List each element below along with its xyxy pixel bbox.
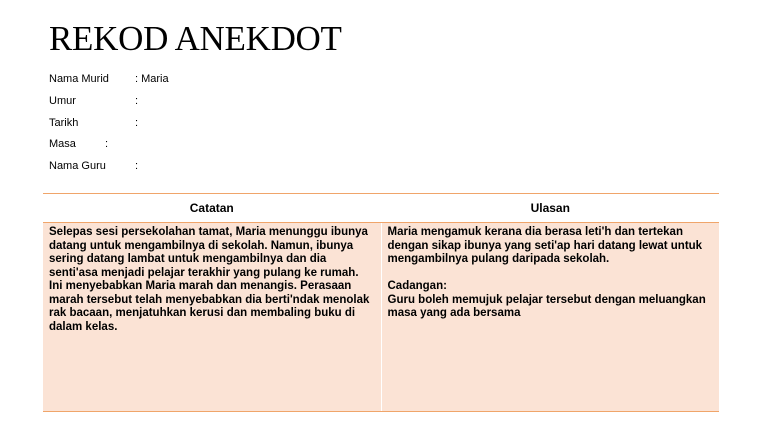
review-text: Maria mengamuk kerana dia berasa leti'h dan tertekan dengan sikap ibunya yang seti'ap hari datang lewat untuk mengambilnya pulang daripada sekolah. <box>387 226 703 265</box>
age-value: : <box>135 95 139 107</box>
anecdote-table <box>43 193 719 412</box>
time-value: : <box>105 138 109 150</box>
date-label: Tarikh <box>49 117 79 129</box>
age-row <box>49 94 138 108</box>
suggestion-label: Cadangan: <box>387 280 447 292</box>
review-cell <box>381 223 719 412</box>
paragraph-gap <box>388 267 714 281</box>
date-row <box>49 116 138 130</box>
notes-text: Selepas sesi persekolahan tamat, Maria menunggu ibunya datang untuk mengambilnya di sekolah. Namun, ibunya sering datang lambat untuk mengambilnya dan dia senti'asa menjadi pelajar terakhir yang pulang ke rumah. Ini menyebabkan Maria marah dan menangis. Perasaan marah tersebut telah menyebabkan dia berti'ndak menolak rak bacaan, menjatuhkan kerusi dan membaling buku di dalam kelas. <box>49 226 370 333</box>
teacher-name-value: : <box>135 160 139 172</box>
review-column-header: Ulasan <box>381 194 719 223</box>
time-label: Masa <box>49 138 76 150</box>
table-header-row <box>43 194 719 223</box>
page-title: REKOD ANEKDOT <box>49 19 342 58</box>
student-name-row <box>49 72 169 86</box>
notes-column-header: Catatan <box>43 194 381 223</box>
age-label: Umur <box>49 95 76 107</box>
teacher-name-row <box>49 159 138 173</box>
suggestion-text: Guru boleh memujuk pelajar tersebut dengan meluangkan masa yang ada bersama <box>387 293 706 319</box>
table-row <box>43 223 719 412</box>
student-name-label: Nama Murid <box>49 73 109 85</box>
date-value: : <box>135 117 139 129</box>
teacher-name-label: Nama Guru <box>49 160 106 172</box>
student-name-value: : Maria <box>135 73 169 85</box>
notes-cell <box>43 223 381 412</box>
time-row <box>49 137 108 151</box>
